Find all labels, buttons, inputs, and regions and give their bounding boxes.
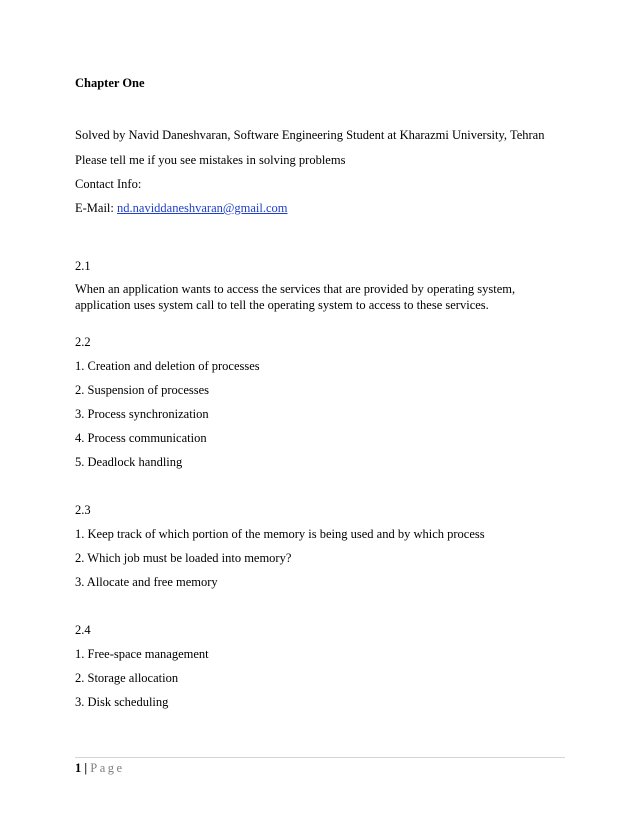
footer-separator: |: [81, 761, 91, 775]
paragraph-line: application uses system call to tell the operating system to access to these services.: [75, 298, 489, 312]
list-item: 1. Free-space management: [75, 647, 209, 661]
list-item: 5. Deadlock handling: [75, 455, 183, 469]
email-line: [75, 200, 288, 216]
section-number: 2.1: [75, 259, 91, 273]
email-label: E-Mail:: [75, 201, 118, 215]
chapter-title: Chapter One: [75, 76, 145, 90]
paragraph-line: When an application wants to access the services that are provided by operating system,: [75, 282, 516, 296]
section-number: 2.4: [75, 623, 91, 637]
contact-label: Contact Info:: [75, 177, 142, 191]
list-item: 2. Storage allocation: [75, 671, 179, 685]
list-item: 2. Suspension of processes: [75, 383, 210, 397]
list-item: 3. Allocate and free memory: [75, 575, 218, 589]
list-item: 3. Disk scheduling: [75, 695, 169, 709]
list-item: 1. Keep track of which portion of the memory is being used and by which process: [75, 527, 485, 541]
section-number: 2.2: [75, 335, 91, 349]
section-number: 2.3: [75, 503, 91, 517]
page-word: Page: [90, 761, 125, 775]
section-paragraph: [75, 273, 515, 313]
list-item: 3. Process synchronization: [75, 407, 209, 421]
list-item: 2. Which job must be loaded into memory?: [75, 551, 292, 565]
list-item: 1. Creation and deletion of processes: [75, 359, 260, 373]
list-item: 4. Process communication: [75, 431, 207, 445]
email-link[interactable]: nd.naviddaneshvaran@gmail.com: [117, 201, 288, 215]
footer-divider: [75, 757, 565, 758]
request-line: Please tell me if you see mistakes in solving problems: [75, 153, 346, 167]
page-footer: [75, 759, 125, 777]
page-number: 1: [75, 761, 82, 775]
author-line: Solved by Navid Daneshvaran, Software Engineering Student at Kharazmi University, Tehran: [75, 128, 545, 142]
